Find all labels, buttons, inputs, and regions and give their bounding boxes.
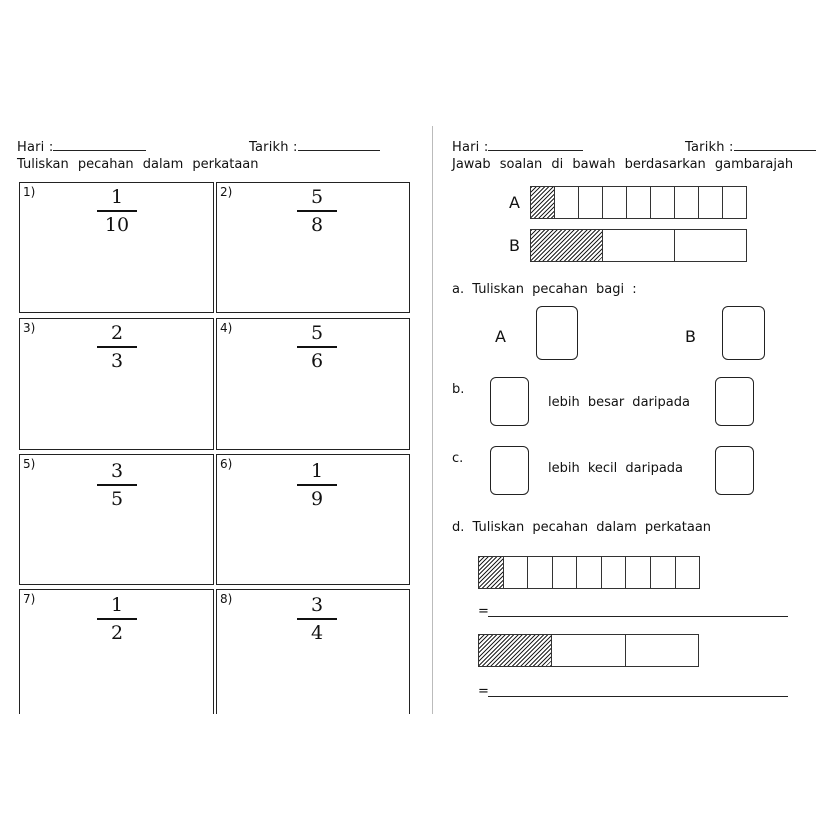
empty-segment <box>603 187 627 218</box>
empty-segment <box>626 557 651 588</box>
page-divider <box>432 126 433 714</box>
answer-b-box[interactable] <box>722 306 765 360</box>
cell-number: 8) <box>220 592 233 606</box>
fraction-bar <box>97 210 137 212</box>
fraction-numerator: 1 <box>310 460 324 482</box>
bar-d2-diagram <box>478 634 699 667</box>
empty-segment <box>553 557 578 588</box>
question-b-box-1[interactable] <box>490 377 529 426</box>
empty-segment <box>528 557 553 588</box>
fraction-denominator: 3 <box>110 350 124 372</box>
fraction <box>97 186 137 236</box>
hari-field-right <box>452 138 583 155</box>
fraction-numerator: 3 <box>110 460 124 482</box>
bar-a-diagram <box>530 186 747 219</box>
fraction-denominator: 9 <box>310 488 324 510</box>
fraction-numerator: 1 <box>110 594 124 616</box>
answer-b-label: B <box>685 327 696 346</box>
fraction-denominator: 5 <box>110 488 124 510</box>
question-a: a. Tuliskan pecahan bagi : <box>452 282 637 297</box>
fraction-bar <box>97 484 137 486</box>
tarikh-field-right <box>685 138 816 155</box>
question-b-box-2[interactable] <box>715 377 754 426</box>
fraction <box>297 322 337 372</box>
empty-segment <box>675 230 746 261</box>
equals-2: = <box>478 684 489 699</box>
tarikh-label: Tarikh : <box>249 140 298 155</box>
empty-segment <box>603 230 675 261</box>
shaded-segment <box>531 187 555 218</box>
empty-segment <box>676 557 700 588</box>
empty-segment <box>675 187 699 218</box>
fraction-bar <box>297 484 337 486</box>
hari-field-left <box>17 138 146 155</box>
cell-number: 4) <box>220 321 233 335</box>
bar-b-label: B <box>509 236 520 255</box>
hari-blank[interactable] <box>53 138 146 151</box>
cell-number: 5) <box>23 457 36 471</box>
question-c-box-1[interactable] <box>490 446 529 495</box>
empty-segment <box>552 635 625 666</box>
empty-segment <box>555 187 579 218</box>
answer-a-box[interactable] <box>536 306 578 360</box>
empty-segment <box>577 557 602 588</box>
fraction-bar <box>97 618 137 620</box>
question-c-marker: c. <box>452 451 464 466</box>
empty-segment <box>504 557 529 588</box>
fraction <box>97 460 137 510</box>
tarikh-field-left <box>249 138 380 155</box>
bar-a-label: A <box>509 193 520 212</box>
hari-label: Hari : <box>17 140 54 155</box>
empty-segment <box>602 557 627 588</box>
fraction-numerator: 1 <box>110 186 124 208</box>
fraction-numerator: 2 <box>110 322 124 344</box>
fraction-denominator: 2 <box>110 622 124 644</box>
hari-label: Hari : <box>452 140 489 155</box>
tarikh-label: Tarikh : <box>685 140 734 155</box>
question-c-box-2[interactable] <box>715 446 754 495</box>
question-d: d. Tuliskan pecahan dalam perkataan <box>452 520 712 535</box>
bar-b-diagram <box>530 229 747 262</box>
answer-a-label: A <box>495 327 506 346</box>
cell-number: 7) <box>23 592 36 606</box>
right-instruction: Jawab soalan di bawah berdasarkan gambarajah <box>452 157 794 172</box>
tarikh-blank[interactable] <box>734 138 816 151</box>
answer-line-1[interactable] <box>488 616 788 617</box>
fraction <box>97 322 137 372</box>
fraction-numerator: 5 <box>310 186 324 208</box>
fraction <box>297 460 337 510</box>
fraction-denominator: 4 <box>310 622 324 644</box>
shaded-segment <box>531 230 603 261</box>
fraction-bar <box>297 346 337 348</box>
fraction <box>97 594 137 644</box>
fraction-numerator: 3 <box>310 594 324 616</box>
answer-line-2[interactable] <box>488 696 788 697</box>
empty-segment <box>627 187 651 218</box>
fraction-bar <box>97 346 137 348</box>
cell-number: 6) <box>220 457 233 471</box>
fraction-denominator: 8 <box>310 214 324 236</box>
empty-segment <box>651 187 675 218</box>
shaded-segment <box>479 635 552 666</box>
question-c-text: lebih kecil daripada <box>548 461 684 476</box>
question-b-text: lebih besar daripada <box>548 395 690 410</box>
equals-1: = <box>478 604 489 619</box>
empty-segment <box>699 187 723 218</box>
cell-number: 2) <box>220 185 233 199</box>
fraction-numerator: 5 <box>310 322 324 344</box>
fraction-bar <box>297 210 337 212</box>
cell-number: 1) <box>23 185 36 199</box>
fraction <box>297 186 337 236</box>
cell-number: 3) <box>23 321 36 335</box>
empty-segment <box>651 557 676 588</box>
left-instruction: Tuliskan pecahan dalam perkataan <box>17 157 259 172</box>
bar-d1-diagram <box>478 556 700 589</box>
hari-blank[interactable] <box>488 138 583 151</box>
empty-segment <box>626 635 698 666</box>
fraction <box>297 594 337 644</box>
fraction-bar <box>297 618 337 620</box>
empty-segment <box>723 187 746 218</box>
shaded-segment <box>479 557 504 588</box>
empty-segment <box>579 187 603 218</box>
question-b-marker: b. <box>452 382 465 397</box>
fraction-denominator: 6 <box>310 350 324 372</box>
tarikh-blank[interactable] <box>298 138 380 151</box>
fraction-denominator: 10 <box>104 214 130 236</box>
